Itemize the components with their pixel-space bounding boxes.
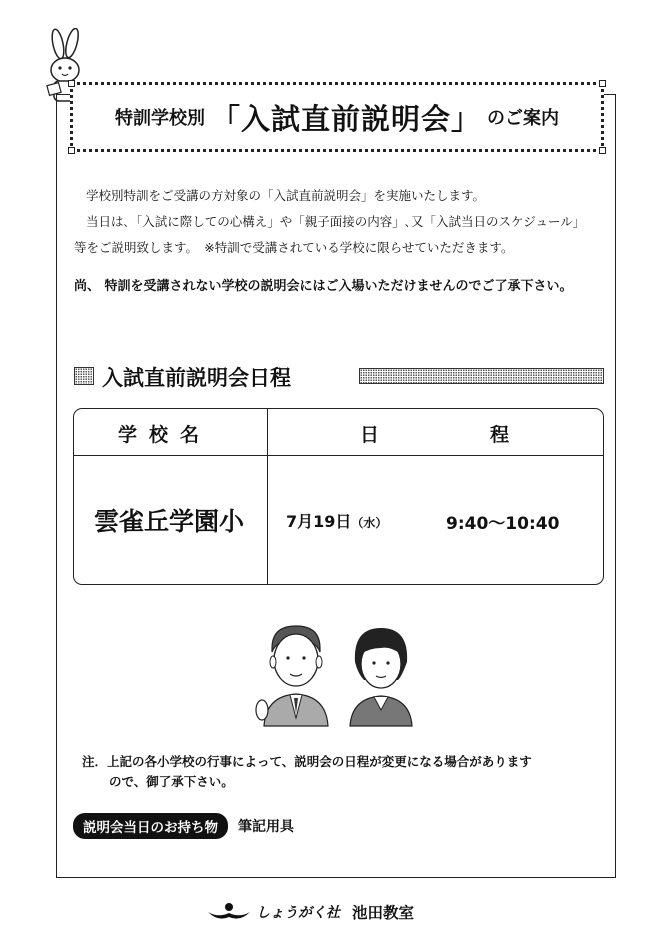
header-date-1: 日	[360, 424, 380, 446]
brand-logo-icon	[206, 902, 252, 922]
belongings-value: 筆記用具	[238, 819, 294, 835]
parent-illustration	[250, 618, 430, 728]
footer	[206, 900, 414, 924]
schedule-heading	[74, 362, 604, 390]
belongings-label: 説明会当日のお持ち物	[73, 813, 228, 839]
date-value: 7月19日	[286, 512, 352, 531]
header-date-2: 程	[490, 424, 510, 446]
schedule-title: 入試直前説明会日程	[102, 366, 291, 390]
intro-text	[74, 183, 614, 261]
intro-line-3: 等をご説明致します。 ※特訓で受講されている学校に限らせていただきます。	[74, 240, 514, 255]
title-main: 「入試直前説明会」	[210, 101, 481, 136]
dotted-bar-decoration	[359, 368, 604, 384]
intro-line-1: 学校別特訓をご受講の方対象の「入試直前説明会」を実施いたします。	[86, 188, 486, 203]
title-box	[70, 82, 604, 152]
schedule-table	[73, 408, 604, 585]
time-cell: 9:40～10:40	[446, 514, 560, 534]
admission-note: 尚、 特訓を受講されない学校の説明会にはご入場いただけませんのでご了承下さい。	[74, 279, 573, 294]
note-line-2: ので、御了承下さい。	[109, 774, 234, 789]
intro-line-2: 当日は､「入試に際しての心構え」や「親子面接の内容」､又「入試当日のスケジュール」	[86, 214, 586, 229]
note-line-1: 注．上記の各小学校の行事によって、説明会の日程が変更になる場合があります	[82, 754, 532, 769]
title-suffix: のご案内	[487, 108, 559, 129]
page-title	[73, 85, 601, 149]
brand-name: しょうがく社	[256, 905, 340, 921]
school-name-cell: 雲雀丘学園小	[94, 507, 245, 536]
branch-name: 池田教室	[352, 904, 415, 922]
weekday-value: （水）	[351, 516, 388, 530]
dotted-square-icon	[74, 367, 94, 385]
date-cell	[286, 509, 387, 532]
belongings-row	[73, 814, 294, 838]
header-school: 学校名	[118, 424, 212, 446]
title-prefix: 特訓学校別	[114, 108, 205, 129]
schedule-change-note	[82, 752, 532, 792]
